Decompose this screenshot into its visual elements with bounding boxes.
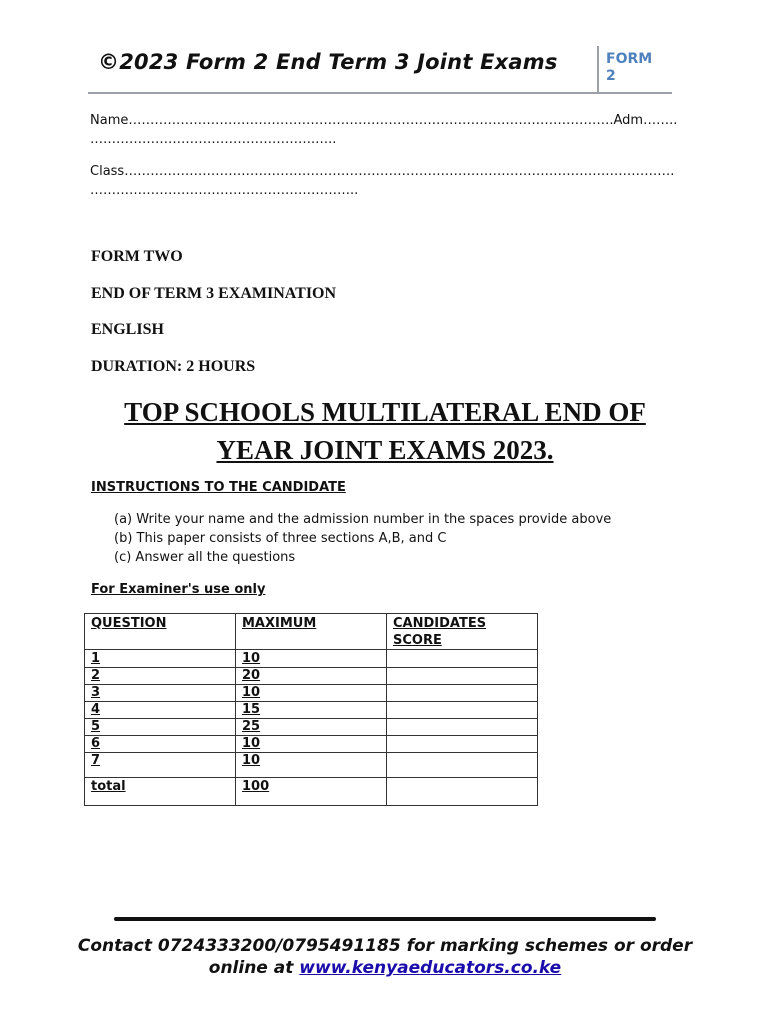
- question-number: 4: [85, 702, 236, 719]
- total-label: total: [85, 778, 236, 806]
- maximum-marks: 25: [236, 719, 387, 736]
- question-number: 2: [85, 668, 236, 685]
- class-field-continuation[interactable]: ……………………………………………………..: [90, 183, 359, 198]
- maximum-marks: 10: [236, 650, 387, 668]
- footer-contact: [60, 935, 710, 979]
- maximum-marks: 10: [236, 736, 387, 753]
- header-horizontal-rule: [88, 92, 672, 94]
- table-header-candidates-score: CANDIDATES SCORE: [387, 614, 538, 650]
- header-form-number: 2: [606, 68, 616, 84]
- candidate-total-cell[interactable]: [387, 778, 538, 806]
- exam-form-heading: FORM TWO: [91, 248, 183, 265]
- instructions-title: INSTRUCTIONS TO THE CANDIDATE: [91, 480, 346, 495]
- footer-contact-text: Contact 0724333200/0795491185 for marking schemes or order online at: [77, 936, 693, 978]
- table-header-question: QUESTION: [85, 614, 236, 650]
- exam-duration-heading: DURATION: 2 HOURS: [91, 358, 256, 375]
- table-row: [85, 650, 538, 668]
- candidate-score-cell[interactable]: [387, 702, 538, 719]
- header-form-badge: [606, 51, 652, 85]
- document-header-title: ©2023 Form 2 End Term 3 Joint Exams: [98, 50, 558, 74]
- question-number: 5: [85, 719, 236, 736]
- question-number: 7: [85, 753, 236, 778]
- candidate-score-cell[interactable]: [387, 650, 538, 668]
- candidate-score-cell[interactable]: [387, 753, 538, 778]
- candidate-score-cell[interactable]: [387, 719, 538, 736]
- candidate-score-cell[interactable]: [387, 668, 538, 685]
- instruction-item: (b) This paper consists of three sections A,B, and C: [114, 531, 447, 546]
- table-total-row: [85, 778, 538, 806]
- maximum-marks: 10: [236, 753, 387, 778]
- header-form-label: FORM: [606, 51, 653, 67]
- maximum-marks: 20: [236, 668, 387, 685]
- question-number: 6: [85, 736, 236, 753]
- instruction-item: (a) Write your name and the admission number in the spaces provide above: [114, 512, 612, 527]
- question-number: 1: [85, 650, 236, 668]
- name-adm-field[interactable]: Name………………………………………………………………………………………………….Adm……..: [90, 113, 678, 128]
- exam-term-heading: END OF TERM 3 EXAMINATION: [91, 285, 337, 302]
- header-vertical-divider: [597, 46, 599, 94]
- examiner-use-label: For Examiner's use only: [91, 582, 266, 597]
- table-row: [85, 736, 538, 753]
- question-number: 3: [85, 685, 236, 702]
- name-adm-field-continuation[interactable]: …………………………………………….…..: [90, 132, 337, 147]
- examiner-score-table: [84, 613, 538, 806]
- class-field[interactable]: Class……………………………………………………………………………………………………………….: [90, 164, 675, 179]
- candidate-score-cell[interactable]: [387, 736, 538, 753]
- maximum-marks: 10: [236, 685, 387, 702]
- maximum-marks: 15: [236, 702, 387, 719]
- table-row: [85, 753, 538, 778]
- footer-divider: [114, 917, 656, 921]
- exam-subject-heading: ENGLISH: [91, 321, 164, 338]
- table-header-maximum: MAXIMUM: [236, 614, 387, 650]
- table-row: [85, 668, 538, 685]
- table-row: [85, 702, 538, 719]
- main-exam-title: TOP SCHOOLS MULTILATERAL END OF YEAR JOINT EXAMS 2023.: [124, 397, 646, 465]
- instruction-item: (c) Answer all the questions: [114, 550, 296, 565]
- total-value: 100: [236, 778, 387, 806]
- table-row: [85, 685, 538, 702]
- candidate-score-cell[interactable]: [387, 685, 538, 702]
- footer-website-link[interactable]: www.kenyaeducators.co.ke: [299, 958, 562, 978]
- table-row: [85, 719, 538, 736]
